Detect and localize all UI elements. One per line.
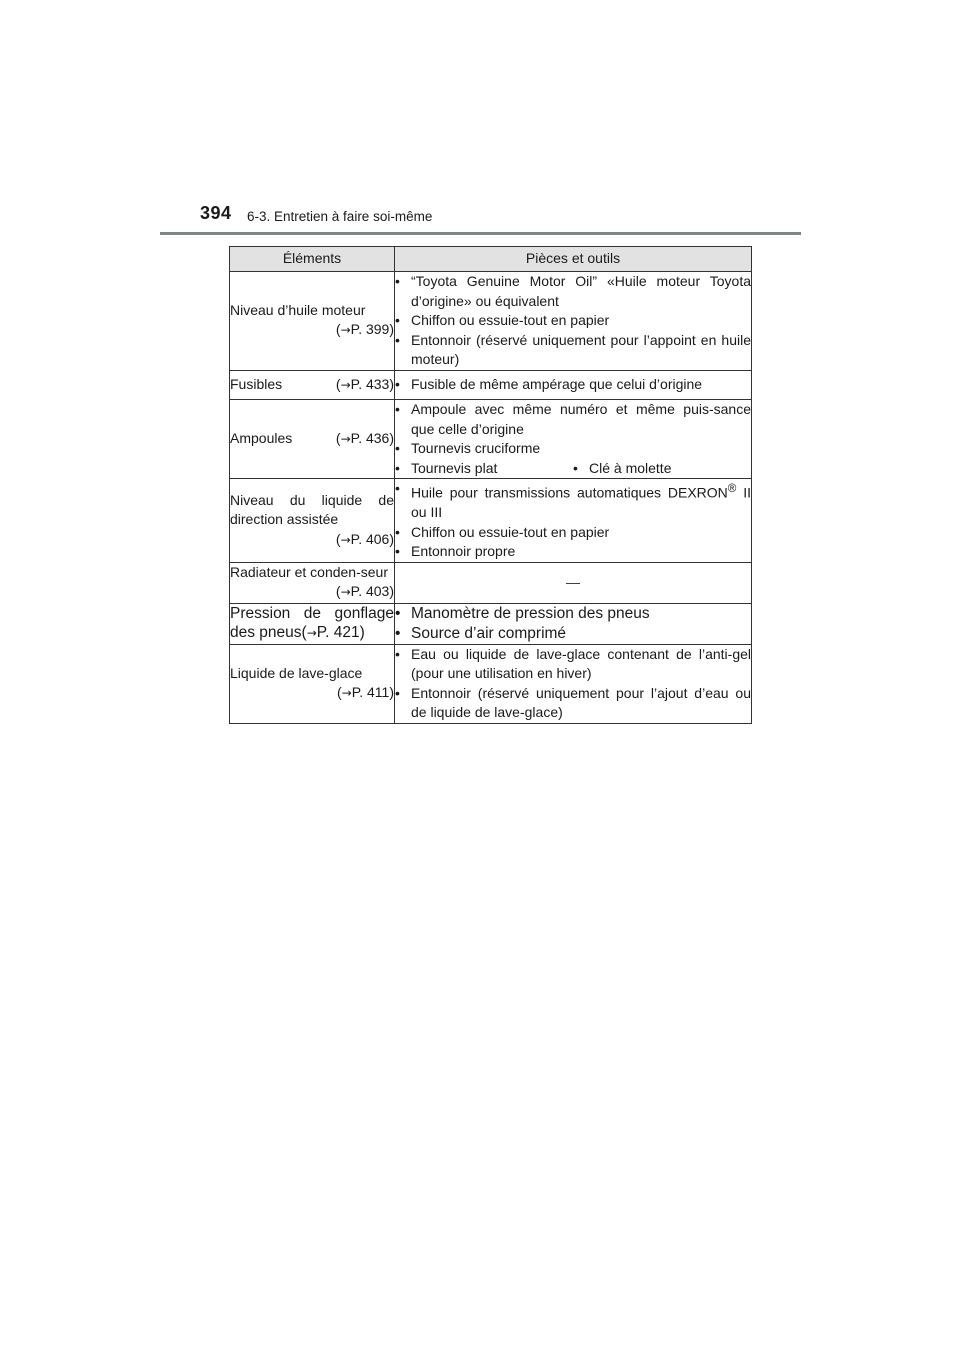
list-item: • Source d’air comprimé — [395, 624, 751, 644]
table-row — [230, 272, 752, 371]
page-number: 394 — [200, 203, 232, 223]
list-item: • Huile pour transmissions automatiques DEXRON® II ou III — [395, 479, 751, 523]
column-header-elements: Éléments — [230, 247, 395, 272]
arrow-icon: → — [340, 431, 351, 446]
arrow-icon: → — [340, 323, 351, 338]
element-cell — [230, 603, 395, 644]
element-cell — [230, 370, 395, 400]
page-reference: (→P. 436) — [335, 429, 394, 446]
list-item: • Ampoule avec même numéro et même puis-sance que celle d’origine — [395, 400, 751, 439]
parts-cell — [395, 562, 752, 603]
element-label: Pression de gonflage des pneus — [230, 604, 394, 642]
list-item: • Clé à molette — [573, 459, 751, 479]
table-row — [230, 603, 752, 644]
table-header-row — [230, 247, 752, 272]
element-cell — [230, 562, 395, 603]
list-item: • Manomètre de pression des pneus — [395, 604, 751, 624]
page-reference: (→P. 406) — [335, 530, 394, 547]
list-item: • Entonnoir propre — [395, 542, 751, 562]
table-row — [230, 644, 752, 723]
arrow-icon: → — [340, 585, 351, 600]
element-cell — [230, 644, 395, 723]
page-reference: (→P. 403) — [335, 583, 394, 600]
list-item: • Chiffon ou essuie-tout en papier — [395, 311, 751, 331]
table-row — [230, 400, 752, 479]
page-reference: (→P. 411) — [336, 684, 394, 701]
list-item: • Entonnoir (réservé uniquement pour l’appoint en huile moteur) — [395, 331, 751, 370]
page-reference: (→P. 421) — [301, 624, 365, 642]
parts-cell — [395, 400, 752, 479]
element-label: Ampoules — [230, 429, 293, 446]
parts-cell — [395, 644, 752, 723]
element-label: Liquide de lave-glace — [230, 664, 363, 681]
parts-cell — [395, 272, 752, 371]
element-label: Niveau du liquide de direction assistée — [230, 491, 394, 528]
element-cell — [230, 400, 395, 479]
element-label: Fusibles — [230, 375, 283, 392]
parts-cell — [395, 370, 752, 400]
page-header — [0, 0, 960, 240]
element-label: Radiateur et conden-seur — [230, 563, 388, 580]
arrow-icon: → — [340, 377, 351, 392]
column-header-parts: Pièces et outils — [395, 247, 752, 272]
parts-cell — [395, 603, 752, 644]
list-item: • Eau ou liquide de lave-glace contenant de l’anti-gel (pour une utilisation en hiver) — [395, 645, 751, 684]
header-rule — [160, 232, 801, 235]
arrow-icon: → — [306, 626, 317, 641]
page-reference: (→P. 433) — [335, 375, 394, 392]
element-cell — [230, 479, 395, 563]
page-reference: (→P. 399) — [335, 321, 394, 338]
element-label: Niveau d’huile moteur — [230, 301, 366, 318]
parts-table — [229, 246, 752, 724]
element-cell — [230, 272, 395, 371]
parts-cell — [395, 479, 752, 563]
list-item: • “Toyota Genuine Motor Oil” «Huile moteur Toyota d’origine» ou équivalent — [395, 272, 751, 311]
list-item: • Entonnoir (réservé uniquement pour l’ajout d’eau ou de liquide de lave-glace) — [395, 684, 751, 723]
arrow-icon: → — [341, 686, 352, 701]
empty-dash: — — [566, 573, 580, 590]
table-row — [230, 479, 752, 563]
list-item: • Chiffon ou essuie-tout en papier — [395, 523, 751, 543]
arrow-icon: → — [340, 532, 351, 547]
list-item: • Tournevis cruciforme — [395, 439, 751, 459]
table-row — [230, 370, 752, 400]
list-item: • Tournevis plat — [395, 459, 573, 479]
table-row — [230, 562, 752, 603]
registered-mark: ® — [727, 482, 737, 495]
section-title: 6-3. Entretien à faire soi-même — [247, 209, 433, 224]
list-item: • Fusible de même ampérage que celui d’origine — [395, 375, 751, 395]
